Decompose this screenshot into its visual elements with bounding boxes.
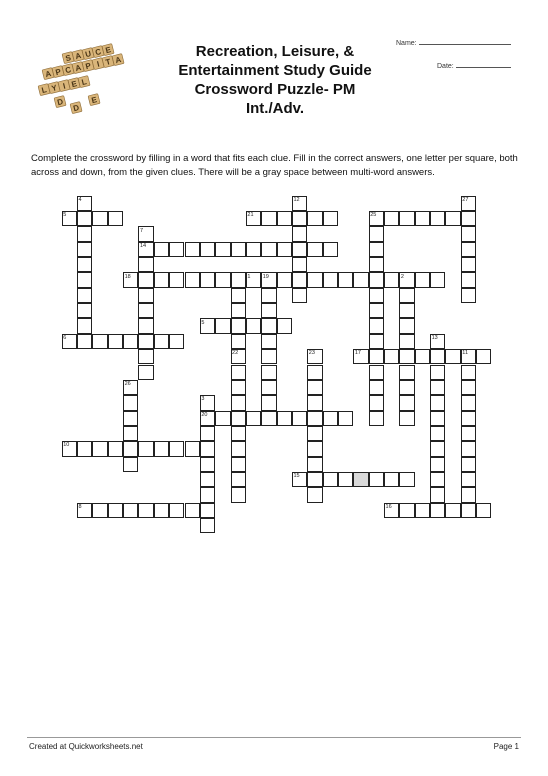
crossword-cell[interactable] [461, 503, 476, 518]
crossword-cell[interactable] [231, 395, 246, 410]
crossword-cell[interactable] [430, 457, 445, 472]
crossword-cell[interactable] [261, 395, 276, 410]
crossword-cell[interactable] [399, 472, 414, 487]
crossword-cell[interactable] [277, 272, 292, 287]
crossword-cell[interactable] [138, 365, 153, 380]
crossword-cell[interactable] [92, 441, 107, 456]
crossword-cell[interactable] [169, 503, 184, 518]
crossword-cell[interactable] [399, 318, 414, 333]
crossword-cell[interactable] [154, 334, 169, 349]
svg-text:A: A [74, 51, 83, 62]
crossword-cell[interactable] [77, 196, 92, 211]
crossword-cell[interactable] [138, 257, 153, 272]
crossword-cell[interactable] [231, 411, 246, 426]
crossword-cell[interactable] [185, 242, 200, 257]
crossword-cell[interactable] [384, 211, 399, 226]
crossword-cell[interactable] [138, 226, 153, 241]
crossword-cell[interactable] [292, 411, 307, 426]
crossword-cell[interactable] [369, 303, 384, 318]
crossword-cell[interactable] [430, 441, 445, 456]
crossword-cell[interactable] [430, 349, 445, 364]
crossword-cell[interactable] [323, 272, 338, 287]
crossword-cell[interactable] [369, 411, 384, 426]
crossword-cell[interactable] [461, 349, 476, 364]
clue-number: 27 [462, 196, 469, 203]
crossword-cell[interactable] [154, 441, 169, 456]
crossword-cell[interactable] [138, 334, 153, 349]
crossword-cell[interactable] [185, 503, 200, 518]
clue-number: 15 [293, 473, 300, 480]
crossword-cell[interactable] [430, 472, 445, 487]
clue-number: 10 [63, 442, 70, 449]
crossword-cell[interactable] [123, 503, 138, 518]
crossword-cell[interactable] [261, 349, 276, 364]
crossword-cell[interactable] [369, 380, 384, 395]
clue-number: 11 [462, 350, 469, 357]
crossword-cell[interactable] [231, 441, 246, 456]
clue-number: 8 [78, 503, 82, 510]
crossword-cell[interactable] [461, 272, 476, 287]
title-line-4: Int./Adv. [245, 100, 305, 117]
crossword-cell[interactable] [399, 365, 414, 380]
crossword-cell[interactable] [369, 288, 384, 303]
crossword-cell[interactable] [415, 349, 430, 364]
svg-text:C: C [64, 65, 73, 76]
crossword-cell[interactable] [200, 457, 215, 472]
crossword-cell[interactable] [215, 242, 230, 257]
crossword-cell[interactable] [307, 242, 322, 257]
crossword-cell[interactable] [261, 334, 276, 349]
crossword-cell[interactable] [231, 242, 246, 257]
crossword-cell[interactable] [399, 272, 414, 287]
clue-number: 14 [139, 242, 147, 249]
crossword-cell[interactable] [430, 365, 445, 380]
crossword-cell[interactable] [461, 242, 476, 257]
crossword-cell[interactable] [445, 211, 460, 226]
crossword-cell[interactable] [461, 288, 476, 303]
crossword-cell[interactable] [169, 334, 184, 349]
crossword-cell[interactable] [369, 211, 384, 226]
crossword-cell[interactable] [169, 242, 184, 257]
crossword-cell[interactable] [231, 365, 246, 380]
crossword-cell[interactable] [77, 272, 92, 287]
crossword-cell[interactable] [369, 242, 384, 257]
crossword-cell[interactable] [292, 257, 307, 272]
crossword-cell[interactable] [430, 503, 445, 518]
crossword-cell[interactable] [461, 441, 476, 456]
crossword-cell[interactable] [200, 441, 215, 456]
crossword-cell[interactable] [138, 272, 153, 287]
crossword-cell[interactable] [323, 211, 338, 226]
crossword-cell[interactable] [123, 457, 138, 472]
svg-text:E: E [70, 79, 78, 90]
crossword-cell[interactable] [461, 196, 476, 211]
crossword-cell[interactable] [185, 272, 200, 287]
crossword-cell[interactable] [384, 503, 399, 518]
crossword-cell[interactable] [461, 226, 476, 241]
crossword-cell[interactable] [399, 303, 414, 318]
crossword-cell[interactable] [307, 380, 322, 395]
crossword-cell[interactable] [62, 441, 77, 456]
crossword-cell[interactable] [62, 334, 77, 349]
crossword-cell[interactable] [200, 395, 215, 410]
crossword-cell[interactable] [307, 211, 322, 226]
crossword-cell[interactable] [415, 211, 430, 226]
crossword-cell[interactable] [461, 411, 476, 426]
crossword-cell[interactable] [399, 380, 414, 395]
crossword-cell[interactable] [77, 211, 92, 226]
svg-text:E: E [104, 45, 112, 56]
clue-number: 17 [354, 350, 361, 357]
crossword-cell[interactable] [384, 272, 399, 287]
crossword-cell[interactable] [246, 318, 261, 333]
crossword-cell[interactable] [261, 380, 276, 395]
footer-credit: Created at Quickworksheets.net [29, 742, 143, 751]
crossword-cell[interactable] [154, 272, 169, 287]
crossword-cell[interactable] [231, 349, 246, 364]
title-line-2: Entertainment Study Guide [178, 62, 372, 79]
crossword-cell[interactable] [77, 288, 92, 303]
crossword-cell[interactable] [399, 211, 414, 226]
crossword-cell[interactable] [261, 272, 276, 287]
crossword-cell[interactable] [307, 365, 322, 380]
crossword-cell[interactable] [292, 272, 307, 287]
crossword-cell[interactable] [399, 288, 414, 303]
crossword-cell[interactable] [138, 318, 153, 333]
clue-number: 25 [370, 212, 377, 219]
crossword-cell[interactable] [461, 426, 476, 441]
crossword-cell[interactable] [246, 272, 261, 287]
crossword-cell[interactable] [231, 457, 246, 472]
clue-number: 7 [139, 227, 143, 234]
crossword-cell[interactable] [200, 426, 215, 441]
svg-text:D: D [72, 103, 81, 114]
crossword-cell[interactable] [123, 272, 138, 287]
crossword-cell[interactable] [369, 257, 384, 272]
crossword-cell[interactable] [200, 518, 215, 533]
crossword-cell[interactable] [77, 257, 92, 272]
crossword-cell[interactable] [307, 426, 322, 441]
crossword-cell[interactable] [323, 242, 338, 257]
crossword-cell[interactable] [92, 211, 107, 226]
svg-text:Y: Y [50, 83, 58, 94]
crossword-cell[interactable] [138, 303, 153, 318]
crossword-cell[interactable] [461, 257, 476, 272]
crossword-cell[interactable] [231, 487, 246, 502]
crossword-cell[interactable] [200, 411, 215, 426]
crossword-cell[interactable] [307, 395, 322, 410]
crossword-cell[interactable] [461, 395, 476, 410]
crossword-cell[interactable] [123, 441, 138, 456]
crossword-cell[interactable] [261, 288, 276, 303]
crossword-cell[interactable] [323, 411, 338, 426]
crossword-cell[interactable] [92, 503, 107, 518]
date-label: Date: [437, 63, 454, 70]
crossword-cell[interactable] [292, 288, 307, 303]
crossword-cell[interactable] [399, 411, 414, 426]
crossword-cell[interactable] [231, 426, 246, 441]
crossword-cell[interactable] [169, 272, 184, 287]
svg-text:D: D [56, 97, 65, 108]
clue-number: 22 [232, 350, 239, 357]
clue-number: 2 [400, 273, 404, 280]
crossword-cell[interactable] [476, 503, 491, 518]
crossword-cell[interactable] [307, 411, 322, 426]
crossword-cell[interactable] [292, 472, 307, 487]
crossword-cell[interactable] [138, 242, 153, 257]
crossword-cell[interactable] [369, 272, 384, 287]
crossword-cell[interactable] [200, 472, 215, 487]
crossword-cell[interactable] [323, 472, 338, 487]
svg-text:T: T [104, 57, 112, 68]
clue-number: 12 [293, 196, 300, 203]
crossword-cell[interactable] [430, 380, 445, 395]
crossword-cell[interactable] [277, 318, 292, 333]
crossword-cell[interactable] [169, 441, 184, 456]
crossword-cell[interactable] [307, 272, 322, 287]
clue-number: 26 [124, 381, 131, 388]
svg-text:E: E [90, 95, 98, 106]
clue-number: 4 [78, 196, 82, 203]
crossword-cell[interactable] [231, 472, 246, 487]
crossword-cell[interactable] [461, 365, 476, 380]
footer-divider [27, 737, 521, 738]
crossword-cell[interactable] [461, 457, 476, 472]
crossword-cell[interactable] [369, 395, 384, 410]
crossword-cell[interactable] [231, 318, 246, 333]
clue-number: 13 [431, 335, 438, 341]
crossword-cell[interactable] [200, 272, 215, 287]
crossword-cell[interactable] [277, 242, 292, 257]
clue-number: 21 [247, 212, 254, 219]
crossword-cell[interactable] [138, 349, 153, 364]
crossword-cell[interactable] [77, 303, 92, 318]
clue-number: 6 [63, 335, 67, 341]
crossword-cell[interactable] [123, 411, 138, 426]
crossword-cell[interactable] [307, 349, 322, 364]
crossword-cell[interactable] [399, 395, 414, 410]
svg-text:P: P [54, 67, 62, 78]
crossword-cell[interactable] [200, 487, 215, 502]
svg-text:U: U [84, 49, 93, 60]
crossword-cell[interactable] [461, 211, 476, 226]
svg-text:A: A [44, 69, 53, 80]
instructions-text: Complete the crossword by filling in a word that fits each clue. Fill in the correct answers, one letter per square, both across and down, from the given clues. There will be a gray space between multi-word answers. [31, 153, 518, 178]
clue-number: 5 [63, 212, 67, 219]
crossword-cell[interactable] [261, 211, 276, 226]
crossword-cell[interactable] [123, 426, 138, 441]
clue-number: 19 [262, 273, 269, 280]
crossword-cell[interactable] [261, 365, 276, 380]
crossword-cell[interactable] [138, 288, 153, 303]
crossword-cell[interactable] [154, 503, 169, 518]
footer-page-number: Page 1 [493, 742, 519, 751]
crossword-cell[interactable] [369, 472, 384, 487]
svg-text:L: L [40, 85, 48, 96]
clue-number: 18 [124, 273, 131, 280]
crossword-cell[interactable] [200, 318, 215, 333]
clue-number: 16 [385, 503, 392, 510]
crossword-cell[interactable] [369, 365, 384, 380]
crossword-cell[interactable] [200, 503, 215, 518]
crossword-cell[interactable] [215, 411, 230, 426]
crossword-cell[interactable] [77, 242, 92, 257]
crossword-cell[interactable] [261, 242, 276, 257]
crossword-cell[interactable] [369, 349, 384, 364]
crossword-cell[interactable] [461, 472, 476, 487]
svg-text:P: P [84, 61, 92, 72]
clue-number: 23 [308, 350, 315, 357]
crossword-cell[interactable] [231, 380, 246, 395]
crossword-cell[interactable] [185, 441, 200, 456]
crossword-cell[interactable] [231, 288, 246, 303]
crossword-cell[interactable] [261, 411, 276, 426]
crossword-cell[interactable] [430, 426, 445, 441]
svg-text:A: A [74, 63, 83, 74]
crossword-cell[interactable] [108, 211, 123, 226]
crossword-cell[interactable] [338, 411, 353, 426]
clue-number: 5 [201, 319, 205, 326]
crossword-cell[interactable] [200, 242, 215, 257]
crossword-cell[interactable] [415, 503, 430, 518]
crossword-cell[interactable] [369, 318, 384, 333]
title-line-3: Crossword Puzzle- PM [194, 81, 356, 98]
svg-text:C: C [94, 47, 103, 58]
crossword-cell[interactable] [353, 349, 368, 364]
crossword-cell[interactable] [430, 411, 445, 426]
crossword-cell[interactable] [154, 242, 169, 257]
crossword-cell[interactable] [246, 242, 261, 257]
crossword-cell[interactable] [307, 472, 322, 487]
clue-number: 1 [247, 273, 251, 280]
crossword-cell[interactable] [215, 318, 230, 333]
crossword-cell[interactable] [123, 334, 138, 349]
crossword-cell[interactable] [430, 395, 445, 410]
crossword-cell[interactable] [123, 380, 138, 395]
svg-text:L: L [80, 77, 88, 88]
crossword-cell[interactable] [246, 411, 261, 426]
crossword-cell[interactable] [77, 441, 92, 456]
crossword-cell[interactable] [261, 318, 276, 333]
crossword-cell[interactable] [461, 380, 476, 395]
crossword-cell[interactable] [430, 334, 445, 349]
crossword-cell[interactable] [108, 441, 123, 456]
crossword-cell[interactable] [138, 441, 153, 456]
crossword-cell[interactable] [430, 487, 445, 502]
crossword-cell[interactable] [77, 226, 92, 241]
crossword-cell[interactable] [430, 272, 445, 287]
crossword-cell[interactable] [277, 411, 292, 426]
crossword-cell[interactable] [215, 272, 230, 287]
crossword-cell[interactable] [353, 272, 368, 287]
crossword-cell[interactable] [384, 349, 399, 364]
crossword-cell[interactable] [261, 303, 276, 318]
title-line-1: Recreation, Leisure, & [195, 43, 355, 60]
crossword-cell[interactable] [277, 211, 292, 226]
crossword-cell[interactable] [292, 211, 307, 226]
crossword-cell[interactable] [338, 272, 353, 287]
crossword-cell[interactable] [415, 272, 430, 287]
crossword-blank-cell [353, 472, 368, 487]
crossword-cell[interactable] [338, 472, 353, 487]
crossword-cell[interactable] [476, 349, 491, 364]
crossword-cell[interactable] [108, 334, 123, 349]
crossword-cell[interactable] [62, 211, 77, 226]
crossword-cell[interactable] [369, 334, 384, 349]
crossword-cell[interactable] [430, 211, 445, 226]
crossword-cell[interactable] [231, 272, 246, 287]
crossword-cell[interactable] [384, 472, 399, 487]
crossword-cell[interactable] [445, 503, 460, 518]
crossword-cell[interactable] [231, 334, 246, 349]
crossword-cell[interactable] [292, 242, 307, 257]
svg-text:S: S [64, 53, 72, 64]
svg-text:I: I [96, 59, 101, 69]
crossword-cell[interactable] [123, 395, 138, 410]
svg-text:I: I [62, 81, 67, 91]
crossword-cell[interactable] [445, 349, 460, 364]
crossword-cell[interactable] [246, 211, 261, 226]
crossword-cell[interactable] [307, 441, 322, 456]
crossword-cell[interactable] [369, 226, 384, 241]
crossword-cell[interactable] [77, 503, 92, 518]
crossword-cell[interactable] [399, 503, 414, 518]
crossword-cell[interactable] [92, 334, 107, 349]
clue-number: 20 [201, 411, 208, 418]
crossword-cell[interactable] [307, 487, 322, 502]
crossword-cell[interactable] [461, 487, 476, 502]
crossword-cell[interactable] [292, 196, 307, 211]
crossword-cell[interactable] [138, 503, 153, 518]
svg-text:A: A [114, 55, 123, 66]
crossword-cell[interactable] [292, 226, 307, 241]
crossword-cell[interactable] [399, 334, 414, 349]
crossword-cell[interactable] [307, 457, 322, 472]
crossword-cell[interactable] [77, 318, 92, 333]
crossword-cell[interactable] [77, 334, 92, 349]
crossword-cell[interactable] [399, 349, 414, 364]
clue-number: 3 [201, 396, 205, 403]
name-label: Name: [396, 40, 417, 47]
crossword-cell[interactable] [108, 503, 123, 518]
crossword-cell[interactable] [231, 303, 246, 318]
